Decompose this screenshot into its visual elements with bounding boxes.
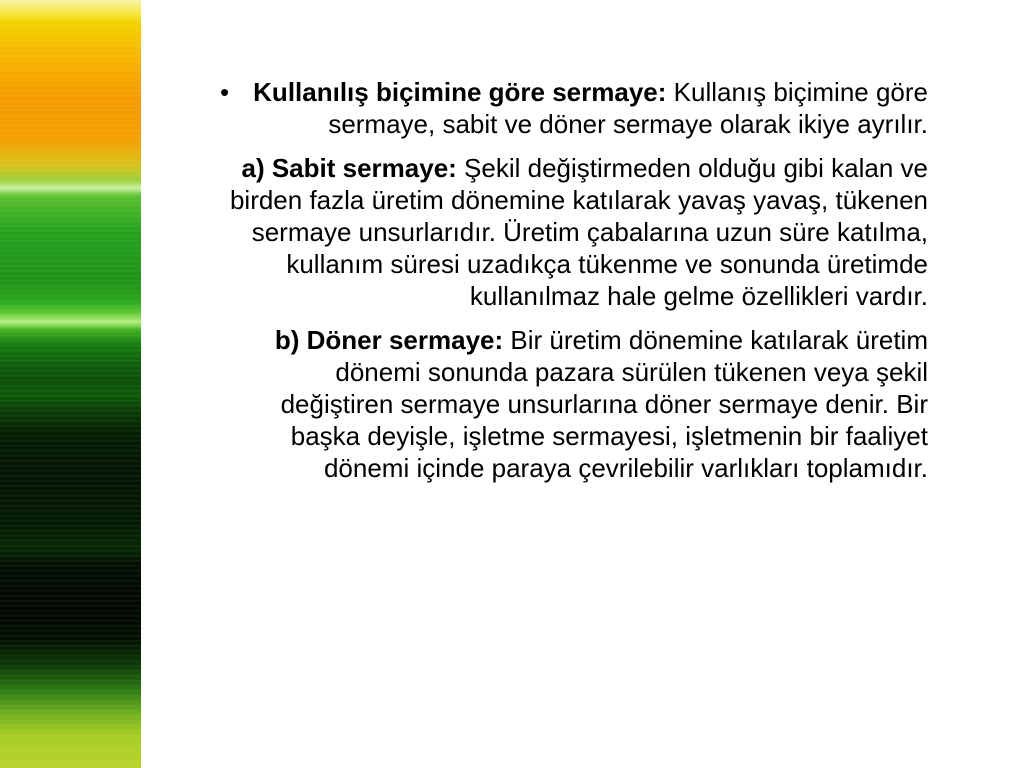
decorative-side-band [0,0,141,768]
definition-sabit-sermaye: Şekil değiştirmeden olduğu gibi kalan ve birden fazla üretim dönemine katılarak yavaş yavaş, tükenen sermaye unsurlarıdır. Üretim çabalarına uzun süre katılma, kullanım süresi uzadıkça tükenme ve sonunda üretimde kullanılmaz hale gelme özellikleri vardır. [229,153,928,311]
slide-content [220,76,928,496]
term-sabit-sermaye: a) Sabit sermaye: [241,153,457,183]
bullet-icon: • [220,77,230,107]
bullet-paragraph [220,76,928,140]
paragraph-doner-sermaye [220,324,928,484]
term-doner-sermaye: b) Döner sermaye: [274,325,504,355]
paragraph-sabit-sermaye [220,152,928,312]
definition-doner-sermaye: Bir üretim dönemine katılarak üretim dönemi sonunda pazara sürülen tükenen veya şekil değiştiren sermaye unsurlarına döner sermaye denir. Bir başka deyişle, işletme sermayesi, işletmenin bir faaliyet dönemi içinde paraya çevrilebilir varlıkları toplamıdır. [280,325,928,483]
term-kullanilis: Kullanılış biçimine göre sermaye: [253,77,667,107]
definition-kullanilis: Kullanış biçimine göre sermaye, sabit ve döner sermaye olarak ikiye ayrılır. [328,77,928,139]
